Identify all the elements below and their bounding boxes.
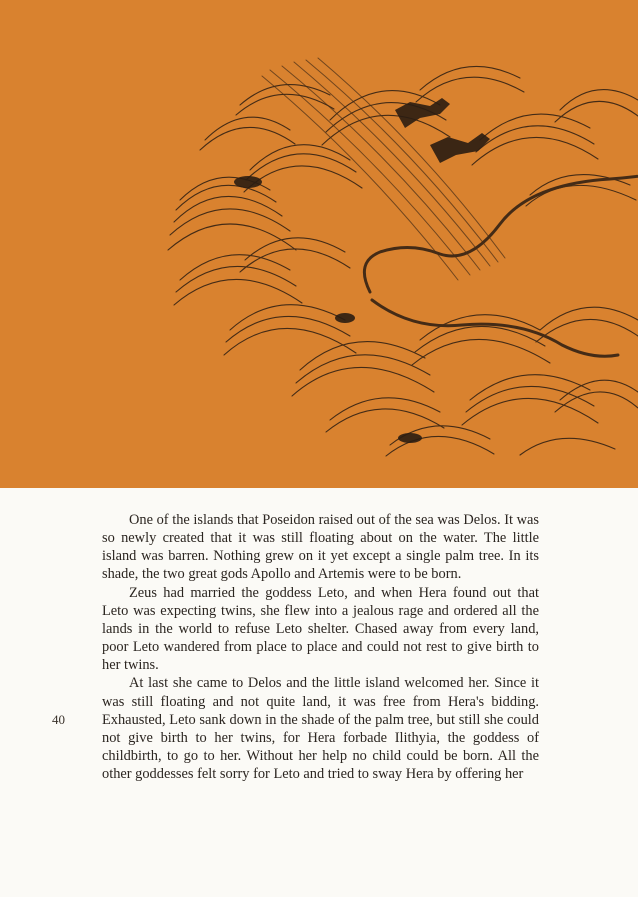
page-number: 40: [52, 712, 65, 727]
paragraph: Zeus had married the goddess Leto, and when Hera found out that Leto was expecting twins, she flew into a jealous rage and ordered all the lands in the world to refuse Leto shelter. Chased away from every land, poor Leto wandered from place to place and could not rest to give birth to her twins.: [102, 584, 539, 674]
story-text: [102, 511, 539, 783]
paragraph: At last she came to Delos and the little island welcomed her. Since it was still floating and not quite land, it was free from Hera's bidding. Exhausted, Leto sank down in the shade of the palm tree, but still she could not give birth to her twins, for Hera forbade Ilithyia, the goddess of childbirth, to go to her. Without her help no child could be born. All the other goddesses felt sorry for Leto and tried to sway Hera by offering her: [102, 675, 539, 783]
dolphin-figure: [335, 313, 355, 323]
dolphin-figure: [398, 433, 422, 443]
dolphin-figure: [234, 176, 262, 188]
paragraph: One of the islands that Poseidon raised out of the sea was Delos. It was so newly created that it was still floating about on the water. The little island was barren. Nothing grew on it yet except a single palm tree. In its shade, the two great gods Apollo and Artemis were to be born.: [102, 512, 539, 583]
